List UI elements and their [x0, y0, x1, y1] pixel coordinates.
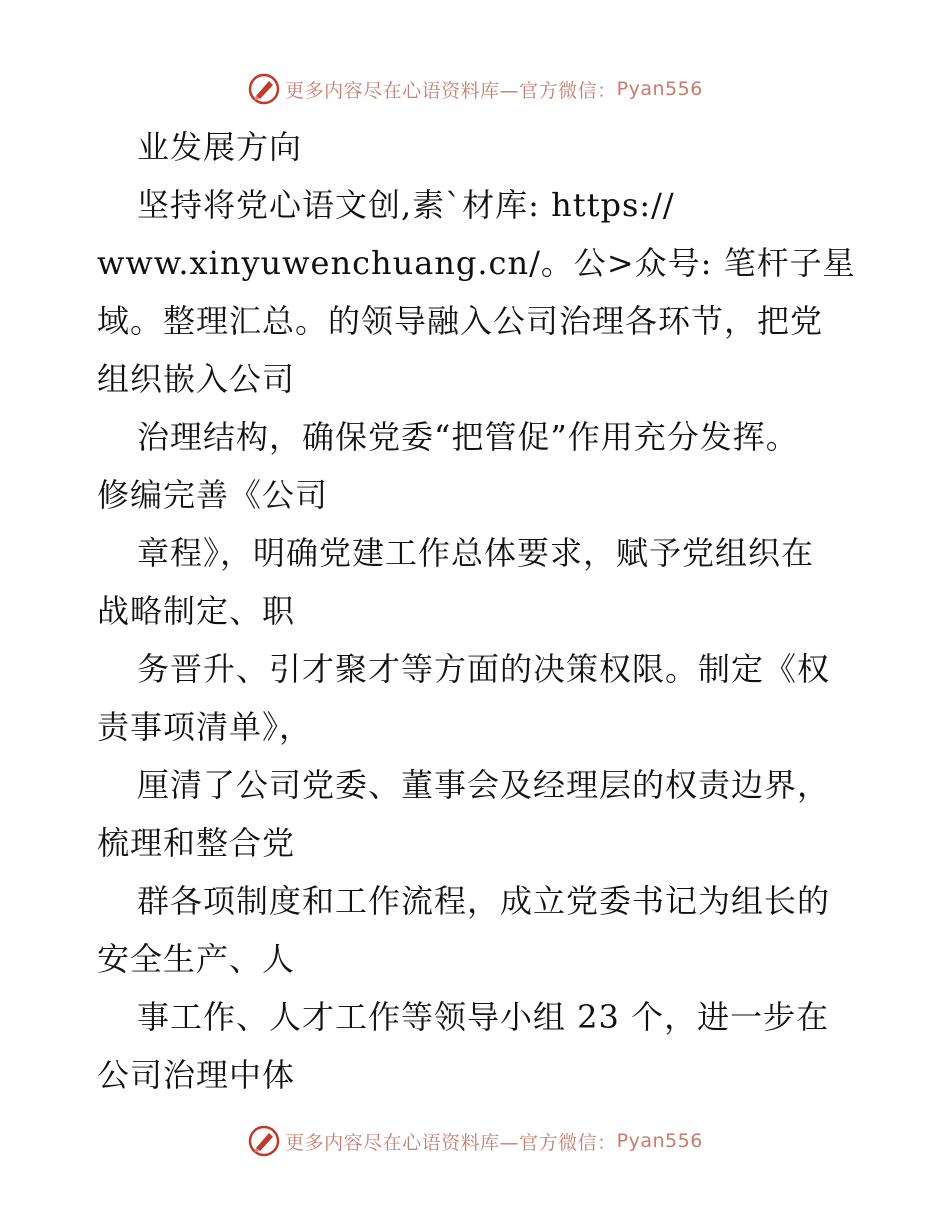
document-body — [97, 118, 867, 1104]
footer-watermark-banner — [0, 1124, 950, 1158]
text-line: 公司治理中体 — [97, 1056, 296, 1094]
header-banner-wechat: Pyan556 — [616, 78, 703, 100]
text-line: 业发展方向 — [137, 128, 303, 166]
text-line: 域。整理汇总。的领导融入公司治理各环节，把党 — [97, 302, 824, 340]
header-watermark-banner — [0, 72, 950, 106]
text-line: 治理结构，确保党委“把管促”作用充分发挥。 — [137, 418, 799, 456]
text-line: 修编完善《公司 — [97, 476, 329, 514]
text-line: 坚持将党心语文创,素`材库: https:// — [137, 186, 675, 224]
logo-icon — [247, 72, 281, 106]
text-line: 安全生产、人 — [97, 940, 296, 978]
logo-icon — [247, 1124, 281, 1158]
text-line: 梳理和整合党 — [97, 824, 296, 862]
text-line: 群各项制度和工作流程，成立党委书记为组长的 — [137, 882, 831, 920]
text-line: 章程》，明确党建工作总体要求，赋予党组织在 — [137, 534, 815, 572]
text-line: www.xinyuwenchuang.cn/。公>众号: 笔杆子星 — [97, 244, 856, 282]
text-line: 务晋升、引才聚才等方面的决策权限。制定《权 — [137, 650, 831, 688]
text-line: 厘清了公司党委、董事会及经理层的权责边界， — [137, 766, 831, 804]
footer-banner-text: 更多内容尽在心语资料库—官方微信： — [285, 1131, 617, 1154]
footer-banner-wechat: Pyan556 — [616, 1130, 703, 1152]
text-line: 组织嵌入公司 — [97, 360, 296, 398]
header-banner-text: 更多内容尽在心语资料库—官方微信： — [285, 79, 617, 102]
text-line: 责事项清单》， — [97, 708, 313, 746]
text-line: 事工作、人才工作等领导小组 23 个，进一步在 — [137, 998, 830, 1036]
text-line: 战略制定、职 — [97, 592, 296, 630]
